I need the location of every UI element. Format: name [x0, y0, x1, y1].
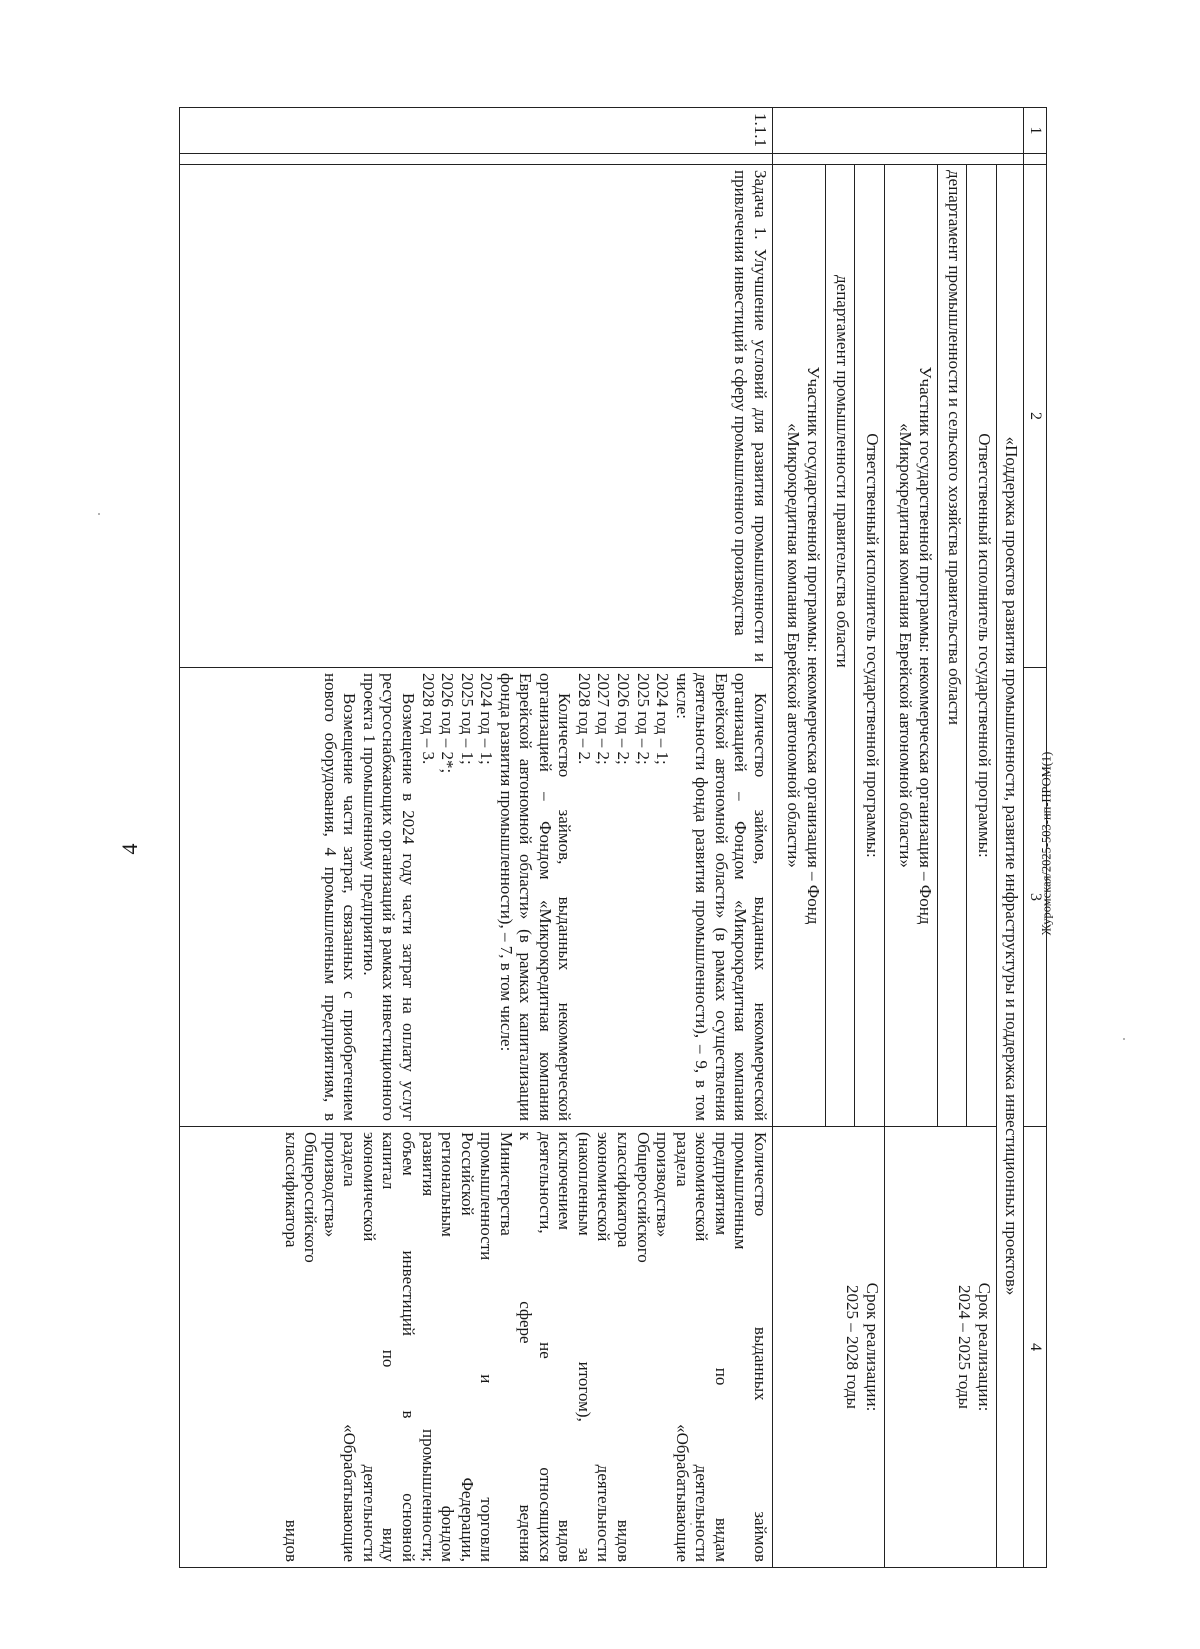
- indicator-line: Общероссийского: [301, 1132, 321, 1263]
- indicator-line: исключением видов: [555, 1132, 575, 1562]
- indicator-line: промышленным: [731, 1132, 751, 1250]
- footer-document-code: Журомская/2025-503-нп-ПРОМ(1): [1039, 751, 1054, 936]
- task-description: Задача 1. Улучшение условий для развития промышленности и привлечения инвестиций в сферу промышленного производства: [180, 165, 773, 668]
- col-header-3: 3: [1023, 668, 1046, 1127]
- indicator-line: Российской Федерации,: [457, 1132, 477, 1562]
- task-row: [180, 108, 773, 1568]
- col-header-4: 4: [1023, 1127, 1046, 1568]
- indicator-line: Министерства: [496, 1132, 516, 1236]
- task-row-gap: [180, 154, 773, 165]
- indicator-line: промышленности и торговли: [477, 1132, 497, 1562]
- block1-participant-line1: Участник государственной программы: некоммерческая организация – Фонд: [915, 366, 935, 925]
- indicator-line: экономической деятельности: [594, 1132, 614, 1562]
- indicator-line: развития промышленности;: [418, 1132, 438, 1562]
- num-col-blank: [772, 108, 1023, 154]
- events-paragraph-2: Количество займов, выданных некоммерческой организацией – Фондом «Микрокредитная компания Еврейской автономной области» (в рамках капитализации фонда развития промышленности), – 7, в том числе:: [496, 673, 575, 1121]
- block1-exec-dept: департамент промышленности и сельского хозяйства правительства области: [937, 165, 966, 1127]
- events-paragraph-4: Возмещение части затрат, связанных с приобретением нового оборудования, 4 промышленным предприятиям, в: [320, 673, 360, 1121]
- block1-term-years: 2024 – 2025 годы: [955, 1285, 975, 1409]
- year-count-item: 2024 год – 1;: [653, 673, 673, 765]
- scan-speck: [98, 513, 100, 515]
- indicator-line: Количество выданных займов: [750, 1132, 770, 1562]
- events-paragraph-1: Количество займов, выданных некоммерческой организацией – Фондом «Микрокредитная компания Еврейской автономной области» (в рамках осуществления деятельности фонда развития промышленности), – 9, в том числе:: [672, 673, 770, 1121]
- indicator-line: классификатора видов: [281, 1132, 301, 1562]
- task-row-number: 1.1.1: [180, 108, 773, 154]
- indicator-line: объем инвестиций в основной: [399, 1132, 419, 1562]
- year-count-item: 2027 год – 2;: [594, 673, 614, 765]
- task-events: [180, 668, 773, 1127]
- block2-participant: [772, 165, 825, 1127]
- program-table: [179, 107, 1047, 1568]
- year-count-item: 2024 год – 1;: [477, 673, 497, 765]
- indicator-line: экономической деятельности: [359, 1132, 379, 1562]
- rotated-table-sheet: [179, 107, 1047, 1567]
- col-header-2: 2: [1023, 165, 1046, 668]
- col-header-1: 1: [1023, 108, 1046, 154]
- page-number: 4: [117, 843, 142, 855]
- block1-exec-label: Ответственный исполнитель государственной программы:: [967, 165, 996, 1127]
- block2-term-label: Срок реализации:: [862, 1282, 882, 1412]
- events-paragraph-1-years: [574, 673, 672, 1121]
- indicator-line: (накопленным итогом), за: [574, 1132, 594, 1562]
- indicator-line: капитал по виду: [379, 1132, 399, 1562]
- block2-term: [772, 1127, 884, 1568]
- year-count-item: 2028 год – 2.: [574, 673, 594, 765]
- section-title-row: [996, 108, 1023, 1568]
- year-count-item: 2028 год – 3.: [418, 673, 438, 765]
- block2-participant-line1: Участник государственной программы: некоммерческая организация – Фонд: [803, 366, 823, 925]
- indicator-line: деятельности, не относящихся: [535, 1132, 555, 1562]
- events-paragraph-3: Возмещение в 2024 году части затрат на оплату услуг ресурсоснабжающих организаций в рамках инвестиционного проекта 1 промышленному предприятию.: [359, 673, 419, 1121]
- block2-exec-label: Ответственный исполнитель государственной программы:: [855, 165, 884, 1127]
- scan-speck: [1123, 1038, 1125, 1040]
- events-paragraph-2-years: [418, 673, 496, 1121]
- indicator-line: региональным фондом: [438, 1132, 458, 1562]
- block2-term-years: 2025 – 2028 годы: [843, 1285, 863, 1409]
- block1-term: [884, 1127, 996, 1568]
- block1-exec-label-row: [967, 108, 996, 1568]
- block2-exec-dept: департамент промышленности правительства области: [825, 165, 854, 1127]
- indicator-text: [281, 1132, 770, 1562]
- indicator-line: предприятиям по видам: [711, 1132, 731, 1562]
- block1-participant: [884, 165, 937, 1127]
- block1-term-label: Срок реализации:: [974, 1282, 994, 1412]
- task-indicators: [180, 1127, 773, 1568]
- year-count-item: 2026 год – 2*;: [438, 673, 458, 774]
- year-count-item: 2025 год – 1;: [457, 673, 477, 765]
- block2-exec-label-row: [855, 108, 884, 1568]
- col-header-gap: [1023, 154, 1046, 165]
- indicator-line: раздела «Обрабатывающие: [672, 1132, 692, 1562]
- indicator-line: производства»: [653, 1132, 673, 1238]
- indicator-line: производства»: [320, 1132, 340, 1238]
- block1-participant-line2: «Микрокредитная компания Еврейской автономной области»: [896, 423, 916, 868]
- indicator-line: Общероссийского: [633, 1132, 653, 1263]
- year-count-item: 2025 год – 2;: [633, 673, 653, 765]
- section-title: «Поддержка проектов развития промышленности, развитие инфраструктуры и поддержка инвестиционных проектов»: [996, 165, 1023, 1568]
- gap-col-blank: [772, 154, 1023, 165]
- block2-participant-line2: «Микрокредитная компания Еврейской автономной области»: [784, 423, 804, 868]
- indicator-line: к сфере ведения: [516, 1132, 536, 1562]
- year-count-item: 2026 год – 2;: [614, 673, 634, 765]
- indicator-line: экономической деятельности: [692, 1132, 712, 1562]
- indicator-line: раздела «Обрабатывающие: [340, 1132, 360, 1562]
- indicator-line: классификатора видов: [614, 1132, 634, 1562]
